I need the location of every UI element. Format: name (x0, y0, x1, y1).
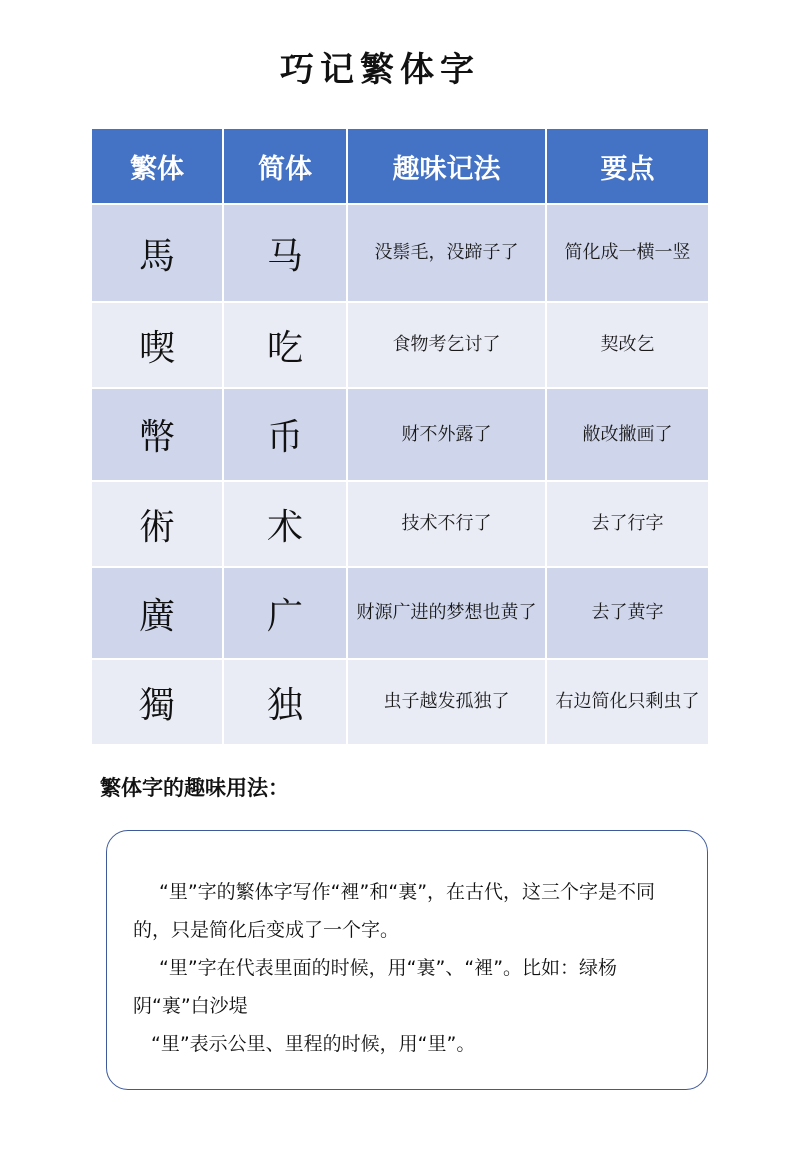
usage-paragraph: “里”表示公里、里程的时候，用“里”。 (151, 1033, 476, 1055)
table-row (91, 481, 709, 567)
simplified-char: 独 (223, 659, 347, 745)
page-title: 巧记繁体字 (280, 50, 480, 90)
key-point-text: 去了行字 (546, 481, 709, 567)
table-row (91, 388, 709, 481)
traditional-char: 幣 (91, 388, 223, 481)
character-table (90, 127, 710, 746)
mnemonic-text: 食物考乞讨了 (347, 302, 546, 388)
character-table-container (90, 127, 708, 746)
usage-paragraph: “里”字在代表里面的时候，用“裏”、“裡”。比如：绿杨阴“裏”白沙堤 (133, 957, 618, 1017)
simplified-char: 币 (223, 388, 347, 481)
simplified-char: 吃 (223, 302, 347, 388)
traditional-char: 廣 (91, 567, 223, 659)
table-row (91, 204, 709, 302)
table-header-row (91, 128, 709, 204)
traditional-char: 術 (91, 481, 223, 567)
table-row (91, 302, 709, 388)
traditional-char: 馬 (91, 204, 223, 302)
simplified-char: 术 (223, 481, 347, 567)
key-point-text: 简化成一横一竖 (546, 204, 709, 302)
usage-section-heading: 繁体字的趣味用法： (100, 776, 289, 800)
mnemonic-text: 财源广进的梦想也黄了 (347, 567, 546, 659)
key-point-text: 去了黄字 (546, 567, 709, 659)
mnemonic-text: 没鬃毛，没蹄子了 (347, 204, 546, 302)
header-simplified: 简体 (223, 128, 347, 204)
usage-note-box (106, 830, 708, 1090)
mnemonic-text: 虫子越发孤独了 (347, 659, 546, 745)
header-mnemonic: 趣味记法 (347, 128, 546, 204)
mnemonic-text: 财不外露了 (347, 388, 546, 481)
mnemonic-text: 技术不行了 (347, 481, 546, 567)
header-traditional: 繁体 (91, 128, 223, 204)
header-key-point: 要点 (546, 128, 709, 204)
traditional-char: 獨 (91, 659, 223, 745)
key-point-text: 右边简化只剩虫了 (546, 659, 709, 745)
simplified-char: 广 (223, 567, 347, 659)
table-row (91, 567, 709, 659)
table-row (91, 659, 709, 745)
usage-paragraph: “里”字的繁体字写作“裡”和“裏”，在古代，这三个字是不同的，只是简化后变成了一个字。 (133, 881, 656, 941)
traditional-char: 喫 (91, 302, 223, 388)
simplified-char: 马 (223, 204, 347, 302)
key-point-text: 契改乞 (546, 302, 709, 388)
key-point-text: 敝改撇画了 (546, 388, 709, 481)
